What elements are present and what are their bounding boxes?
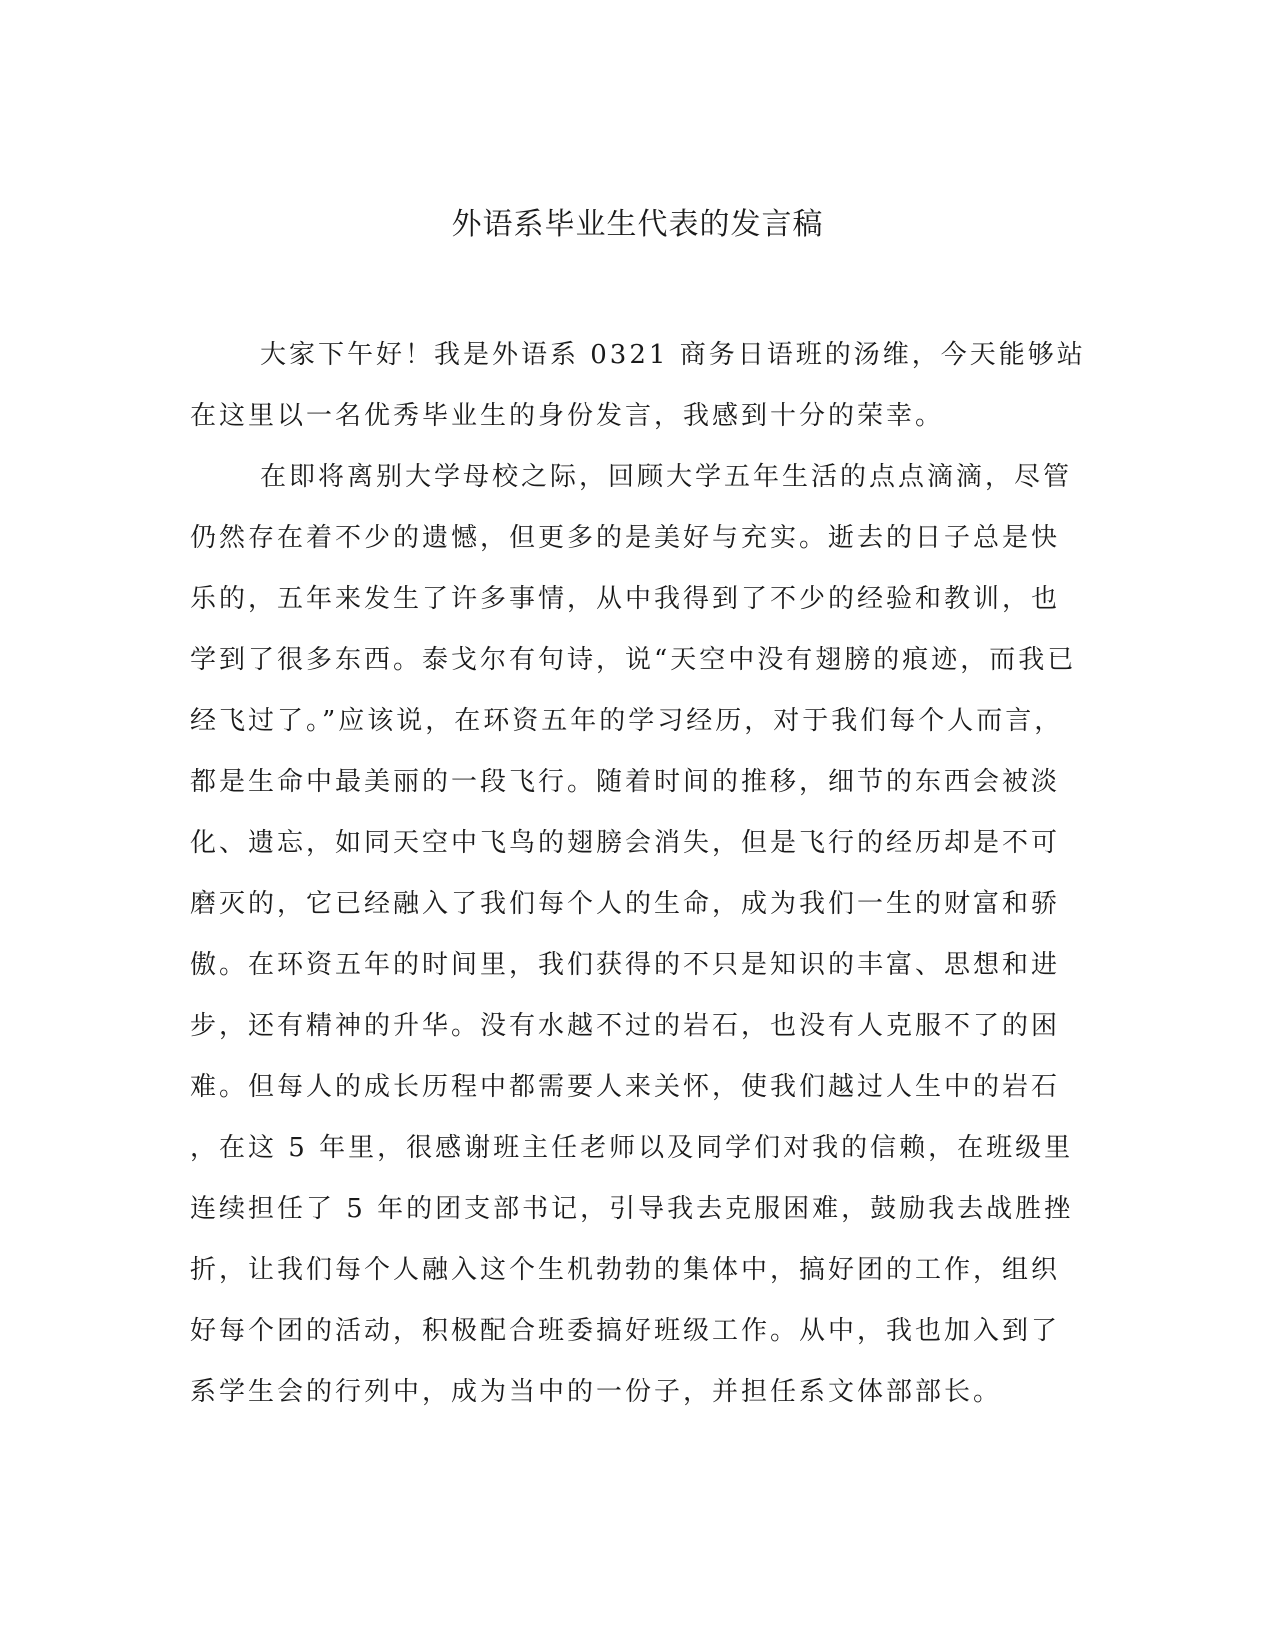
text-line: 仍然存在着不少的遗憾，但更多的是美好与充实。逝去的日子总是快 [190,523,1061,553]
document-body [190,325,1086,1423]
text-line: 难。但每人的成长历程中都需要人来关怀，使我们越过人生中的岩石 [190,1072,1061,1102]
text-line: 学到了很多东西。泰戈尔有句诗，说“天空中没有翅膀的痕迹，而我已 [190,645,1077,675]
text-line: 大家下午好！我是外语系 0321 商务日语班的汤维，今天能够站 [260,340,1086,370]
text-line: 连续担任了 5 年的团支部书记，引导我去克服困难，鼓励我去战胜挫 [190,1194,1074,1224]
text-line: 傲。在环资五年的时间里，我们获得的不只是知识的丰富、思想和进 [190,950,1061,980]
text-line: 好每个团的活动，积极配合班委搞好班级工作。从中，我也加入到了 [190,1316,1061,1346]
text-line: 都是生命中最美丽的一段飞行。随着时间的推移，细节的东西会被淡 [190,767,1061,797]
text-line: 系学生会的行列中，成为当中的一份子，并担任系文体部部长。 [190,1377,1003,1407]
paragraph-greeting [190,325,1086,447]
text-line: 乐的，五年来发生了许多事情，从中我得到了不少的经验和教训，也 [190,584,1061,614]
document-title: 外语系毕业生代表的发言稿 [451,207,824,242]
text-line: 在即将离别大学母校之际，回顾大学五年生活的点点滴滴，尽管 [260,462,1073,492]
text-line: 化、遗忘，如同天空中飞鸟的翅膀会消失，但是飞行的经历却是不可 [190,828,1061,858]
text-line: 折，让我们每个人融入这个生机勃勃的集体中，搞好团的工作，组织 [190,1255,1061,1285]
text-line: 磨灭的，它已经融入了我们每个人的生命，成为我们一生的财富和骄 [190,889,1061,919]
text-line: 步，还有精神的升华。没有水越不过的岩石，也没有人克服不了的困 [190,1011,1061,1041]
paragraph-reflection [190,447,1080,1423]
text-line: 在这里以一名优秀毕业生的身份发言，我感到十分的荣幸。 [190,401,945,431]
text-line: 经飞过了。”应该说，在环资五年的学习经历，对于我们每个人而言， [190,706,1064,736]
text-line: ，在这 5 年里，很感谢班主任老师以及同学们对我的信赖，在班级里 [190,1133,1074,1163]
